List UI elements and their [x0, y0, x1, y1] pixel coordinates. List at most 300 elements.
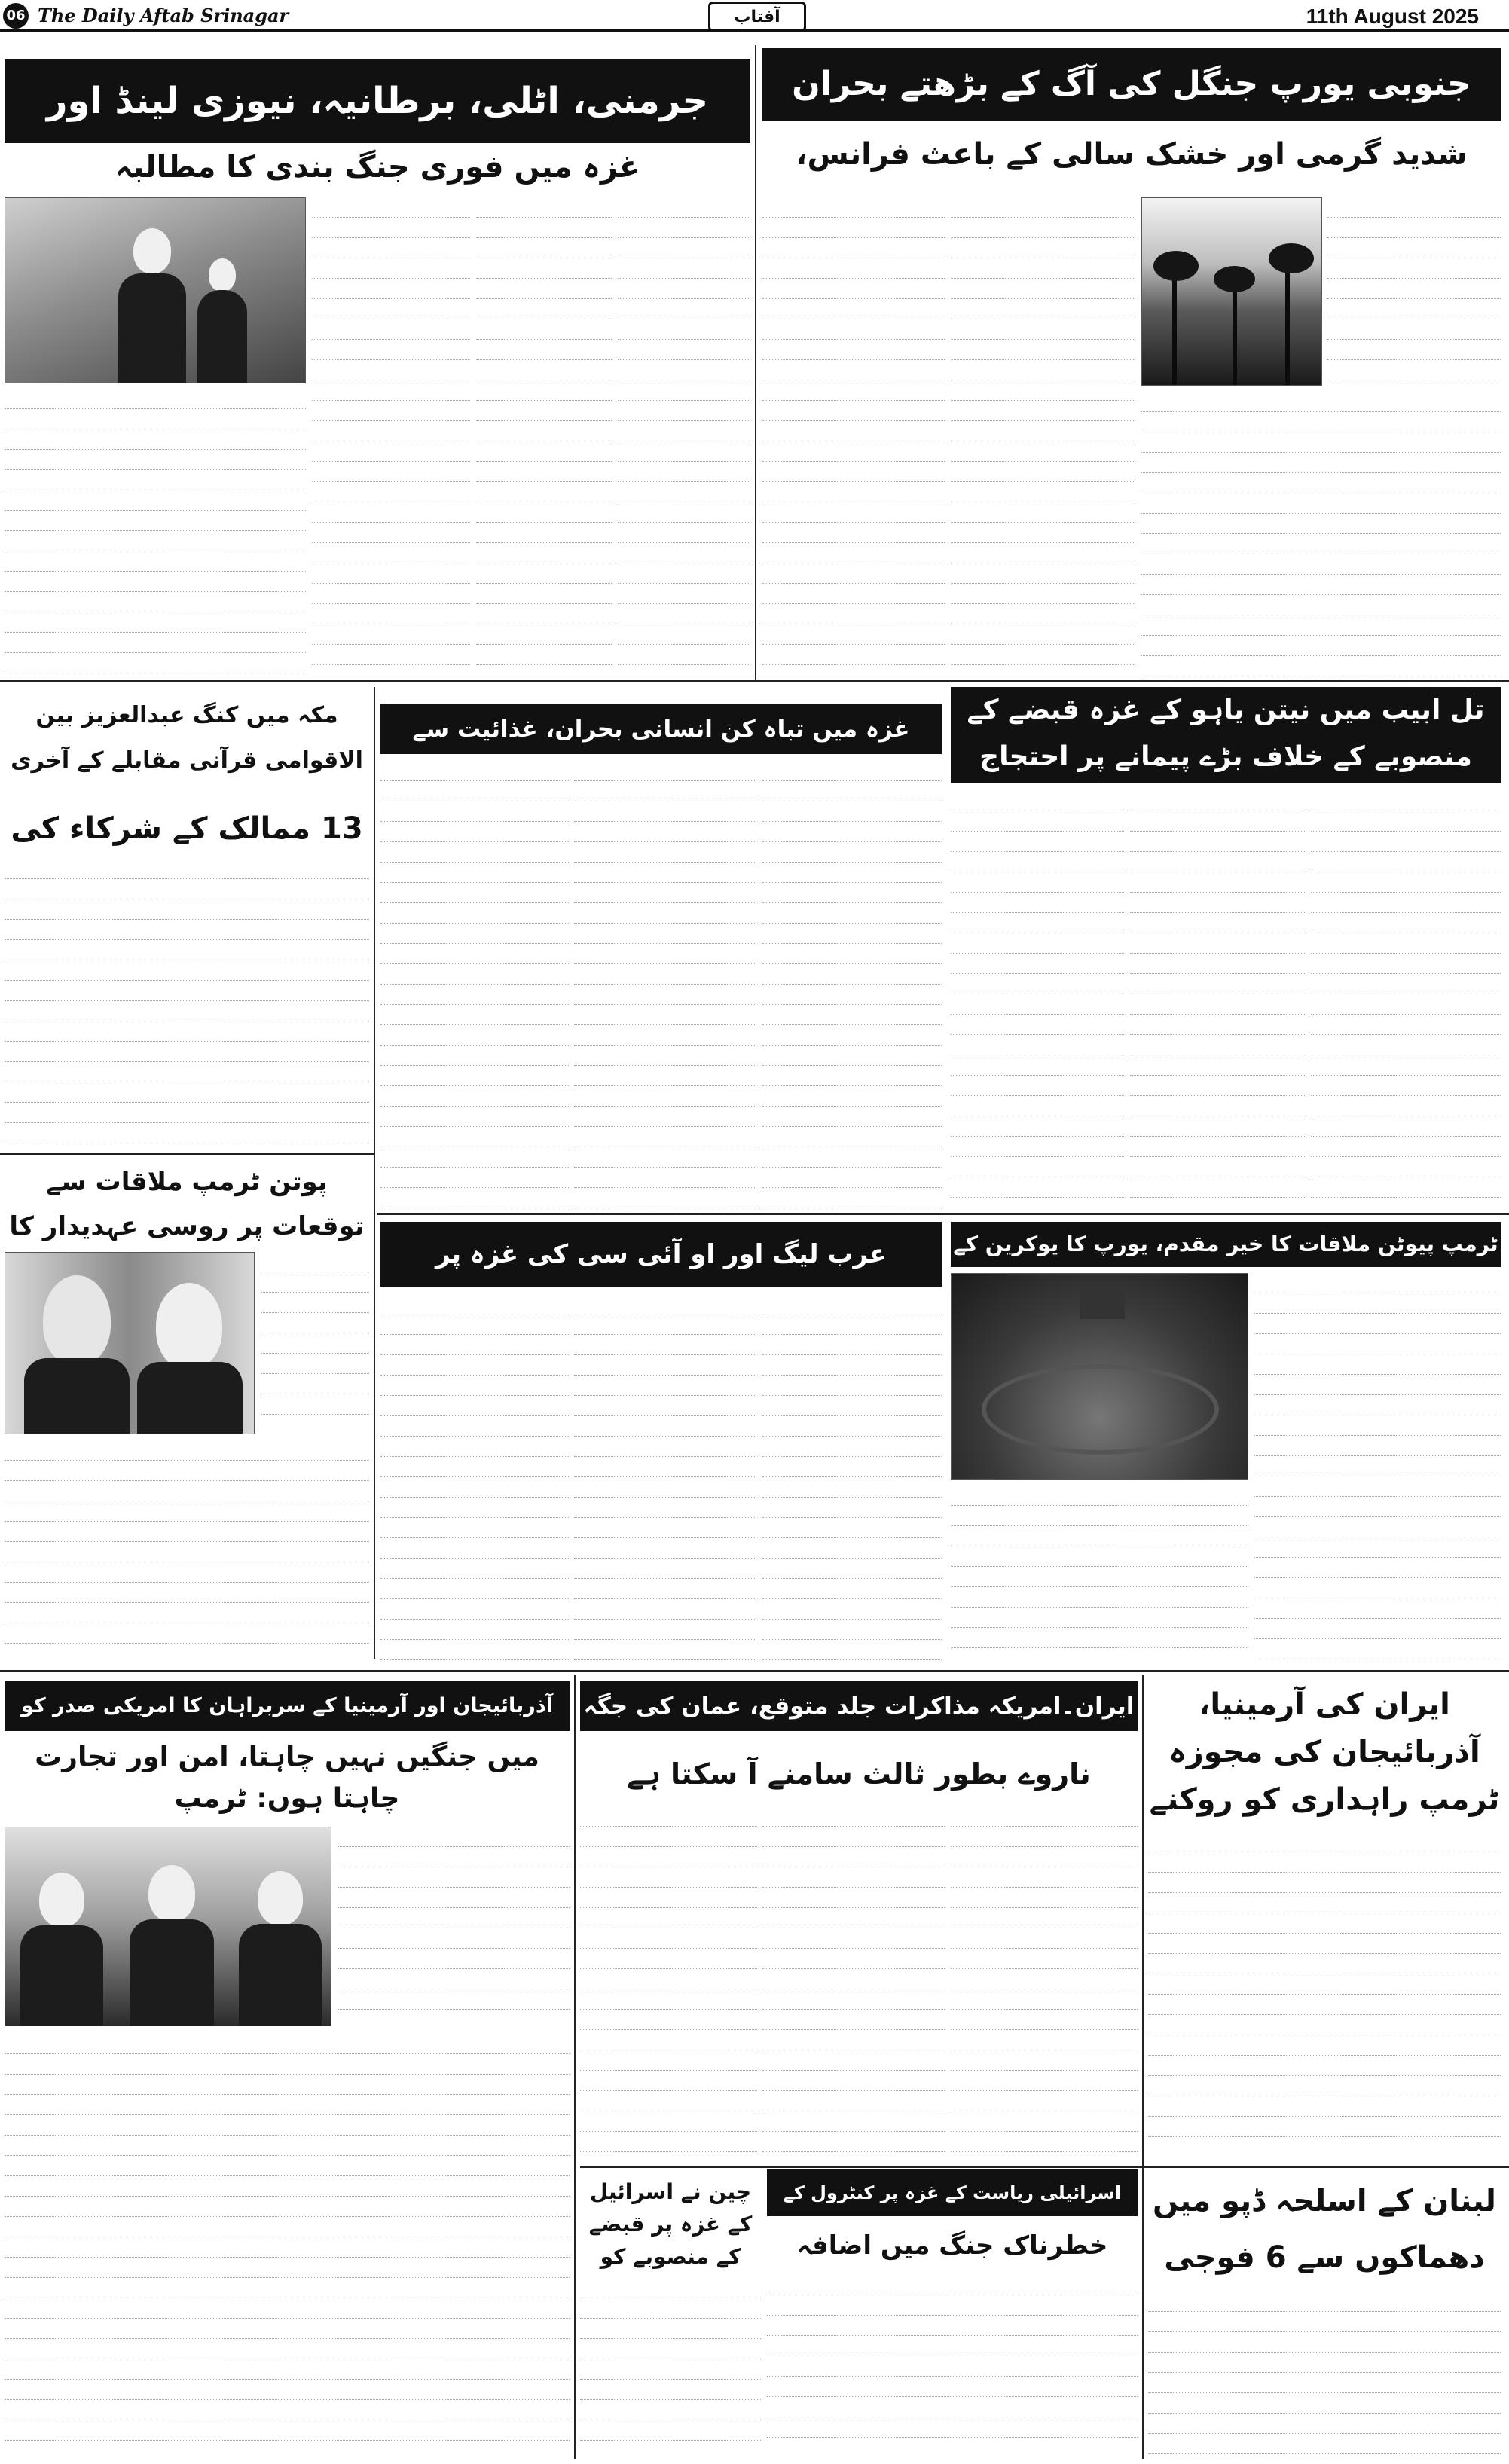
- text-line: [762, 1355, 942, 1376]
- text-line: [5, 2400, 570, 2420]
- text-line: [951, 462, 1135, 482]
- text-line: [762, 1457, 942, 1477]
- text-line: [1148, 1913, 1501, 1934]
- text-line: [5, 2339, 570, 2359]
- text-line: [1148, 2117, 1501, 2137]
- text-line: [1148, 2291, 1501, 2312]
- text-line: [1130, 1198, 1305, 1205]
- text-line: [1254, 1375, 1501, 1395]
- text-line: [1148, 2096, 1501, 2117]
- text-line: [1311, 832, 1501, 852]
- text-line: [476, 421, 612, 441]
- guterres-body: [767, 2275, 1138, 2456]
- europe-fire-body-1: [1141, 392, 1501, 678]
- text-line: [1130, 1055, 1305, 1076]
- text-line: [1254, 1497, 1501, 1517]
- text-line: [312, 340, 470, 360]
- text-line: [312, 584, 470, 604]
- text-line: [762, 1888, 945, 1908]
- netanyahu-body-2: [1130, 791, 1305, 1205]
- text-line: [1311, 933, 1501, 954]
- text-line: [574, 842, 756, 863]
- text-line: [1148, 2332, 1501, 2353]
- text-line: [951, 1116, 1124, 1137]
- text-line: [580, 2278, 761, 2298]
- text-line: [1148, 2434, 1501, 2454]
- text-line: [5, 920, 369, 940]
- text-line: [380, 1559, 569, 1579]
- text-line: [951, 1157, 1124, 1177]
- text-line: [580, 1969, 757, 1989]
- text-line: [762, 1518, 942, 1538]
- text-line: [762, 2010, 945, 2030]
- text-line: [5, 470, 306, 490]
- text-line: [951, 1198, 1124, 1205]
- putin-trump-photo: [5, 1252, 255, 1434]
- text-line: [574, 1396, 756, 1416]
- text-line: [574, 801, 756, 822]
- text-line: [476, 360, 612, 380]
- text-line: [312, 421, 470, 441]
- text-line: [5, 899, 369, 920]
- text-line: [5, 1562, 369, 1583]
- text-line: [5, 1103, 369, 1123]
- text-line: [261, 1293, 369, 1313]
- text-line: [1141, 412, 1501, 432]
- text-line: [338, 1989, 570, 2010]
- azerbaijan-armenia-subhead: میں جنگیں نہیں چاہتا، امن اور تجارت چاہتا ہوں: ٹرمپ: [35, 1742, 539, 1814]
- text-line: [1141, 534, 1501, 554]
- row-divider: [0, 680, 1509, 682]
- text-line: [261, 1354, 369, 1374]
- text-line: [951, 1648, 1248, 1665]
- text-line: [762, 1620, 942, 1640]
- text-line: [1254, 1456, 1501, 1476]
- leaders-photo: [5, 1827, 331, 2026]
- text-line: [951, 1608, 1248, 1628]
- text-line: [951, 2132, 1138, 2152]
- gaza-crisis-body-3: [380, 761, 569, 1220]
- text-line: [1311, 1198, 1501, 1205]
- text-line: [951, 1888, 1138, 1908]
- text-line: [951, 380, 1135, 401]
- text-line: [380, 1579, 569, 1599]
- text-line: [580, 2400, 761, 2420]
- text-line: [951, 1177, 1124, 1198]
- gaza-ceasefire-body-1: [5, 389, 306, 675]
- text-line: [1254, 1293, 1501, 1314]
- masthead-logo: آفتاب: [708, 2, 806, 32]
- text-line: [951, 2152, 1138, 2160]
- text-line: [762, 964, 942, 985]
- text-line: [312, 523, 470, 543]
- text-line: [762, 842, 942, 863]
- text-line: [338, 2010, 570, 2026]
- text-line: [1327, 319, 1501, 340]
- text-line: [951, 1015, 1124, 1035]
- text-line: [762, 903, 942, 924]
- text-line: [1148, 1974, 1501, 1995]
- text-line: [476, 319, 612, 340]
- text-line: [574, 1127, 756, 1147]
- text-line: [618, 645, 750, 665]
- text-line: [1327, 340, 1501, 360]
- text-line: [618, 238, 750, 258]
- gaza-children-photo: [5, 197, 306, 383]
- text-line: [951, 645, 1135, 665]
- row-divider: [580, 2166, 1509, 2168]
- text-line: [1130, 791, 1305, 811]
- text-line: [1311, 994, 1501, 1015]
- text-line: [380, 1376, 569, 1396]
- text-line: [476, 482, 612, 502]
- text-line: [380, 1335, 569, 1355]
- text-line: [5, 1062, 369, 1082]
- text-line: [1130, 974, 1305, 994]
- text-line: [476, 462, 612, 482]
- text-line: [951, 872, 1124, 893]
- text-line: [261, 1333, 369, 1354]
- text-line: [618, 543, 750, 563]
- text-line: [5, 389, 306, 409]
- text-line: [380, 1355, 569, 1376]
- text-line: [5, 429, 306, 450]
- text-line: [951, 563, 1135, 584]
- text-line: [380, 761, 569, 781]
- trump-putin-body-1: [1254, 1273, 1501, 1665]
- text-line: [574, 822, 756, 842]
- text-line: [762, 1640, 942, 1660]
- text-line: [574, 1620, 756, 1640]
- gaza-ceasefire-body-3: [476, 197, 612, 675]
- text-line: [951, 441, 1135, 462]
- text-line: [762, 1908, 945, 1928]
- arab-league-headline: عرب لیگ اور او آئی سی کی غزہ پر: [380, 1222, 942, 1287]
- column-divider: [755, 45, 756, 682]
- text-line: [1311, 872, 1501, 893]
- text-line: [762, 1538, 942, 1559]
- text-line: [380, 924, 569, 944]
- text-line: [380, 1188, 569, 1208]
- text-line: [574, 883, 756, 903]
- text-line: [762, 1416, 942, 1437]
- text-line: [762, 421, 945, 441]
- text-line: [1148, 2035, 1501, 2056]
- text-line: [762, 2050, 945, 2071]
- text-line: [476, 218, 612, 238]
- text-line: [5, 490, 306, 511]
- text-line: [5, 859, 369, 879]
- russia-warning-body-2: [5, 1440, 369, 1659]
- text-line: [951, 2010, 1138, 2030]
- text-line: [1130, 1015, 1305, 1035]
- text-line: [380, 822, 569, 842]
- text-line: [762, 543, 945, 563]
- arab-league-body-1: [762, 1294, 942, 1665]
- text-line: [574, 1559, 756, 1579]
- text-line: [762, 883, 942, 903]
- text-line: [338, 1928, 570, 1949]
- text-line: [312, 665, 470, 675]
- text-line: [574, 1025, 756, 1046]
- text-line: [762, 944, 942, 964]
- text-line: [951, 319, 1135, 340]
- text-line: [951, 2050, 1138, 2071]
- text-line: [476, 584, 612, 604]
- text-line: [762, 238, 945, 258]
- text-line: [312, 218, 470, 238]
- text-line: [5, 2136, 570, 2156]
- text-line: [1148, 2076, 1501, 2096]
- text-line: [476, 279, 612, 299]
- text-line: [5, 2054, 570, 2075]
- text-line: [762, 1376, 942, 1396]
- text-line: [5, 1644, 369, 1659]
- text-line: [762, 1477, 942, 1498]
- text-line: [476, 197, 612, 218]
- text-line: [380, 1086, 569, 1107]
- text-line: [762, 985, 942, 1005]
- gaza-ceasefire-body-2: [312, 197, 470, 675]
- text-line: [1311, 1076, 1501, 1096]
- text-line: [476, 299, 612, 319]
- text-line: [951, 401, 1135, 421]
- text-line: [762, 1827, 945, 1847]
- text-line: [618, 482, 750, 502]
- text-line: [762, 563, 945, 584]
- text-line: [618, 218, 750, 238]
- text-line: [5, 2075, 570, 2095]
- text-line: [380, 1294, 569, 1314]
- text-line: [476, 543, 612, 563]
- text-line: [762, 502, 945, 523]
- forest-fire-photo: [1141, 197, 1322, 386]
- text-line: [762, 319, 945, 340]
- text-line: [1148, 1893, 1501, 1913]
- europe-fire-headline: جنوبی یورپ جنگل کی آگ کے بڑھتے بحران: [762, 48, 1501, 121]
- text-line: [951, 1806, 1138, 1827]
- lebanon-body: [1148, 2291, 1501, 2456]
- quran-contest-headline: مکہ میں کنگ عبدالعزیز بین الاقوامی قرآنی مقابلے کے آخری: [11, 702, 363, 774]
- text-line: [951, 584, 1135, 604]
- text-line: [580, 2420, 761, 2441]
- text-line: [476, 238, 612, 258]
- text-line: [762, 1806, 945, 1827]
- text-line: [762, 197, 945, 218]
- text-line: [762, 1847, 945, 1867]
- text-line: [762, 380, 945, 401]
- text-line: [5, 1481, 369, 1501]
- text-line: [5, 1042, 369, 1062]
- text-line: [762, 1396, 942, 1416]
- text-line: [580, 2111, 757, 2132]
- text-line: [951, 1989, 1138, 2010]
- text-line: [618, 584, 750, 604]
- text-line: [5, 2237, 570, 2258]
- text-line: [1141, 595, 1501, 615]
- text-line: [5, 2197, 570, 2217]
- text-line: [1148, 2373, 1501, 2393]
- text-line: [1141, 514, 1501, 534]
- text-line: [1148, 2056, 1501, 2076]
- row-divider: [0, 1153, 374, 1155]
- text-line: [380, 883, 569, 903]
- text-line: [618, 462, 750, 482]
- text-line: [580, 1827, 757, 1847]
- text-line: [951, 421, 1135, 441]
- text-line: [5, 1440, 369, 1461]
- text-line: [762, 1147, 942, 1168]
- text-line: [1130, 1116, 1305, 1137]
- iran-us-body-1: [951, 1806, 1138, 2160]
- text-line: [1130, 1096, 1305, 1116]
- text-line: [574, 1147, 756, 1168]
- text-line: [1327, 197, 1501, 218]
- text-line: [1141, 493, 1501, 514]
- gaza-crisis-body-1: [762, 761, 942, 1220]
- text-line: [574, 1066, 756, 1086]
- europe-fire-body-top: [1327, 197, 1501, 386]
- row-divider: [377, 1213, 1509, 1215]
- netanyahu-body-3: [951, 791, 1124, 1205]
- text-line: [951, 258, 1135, 279]
- text-line: [5, 1501, 369, 1522]
- text-line: [618, 665, 750, 675]
- text-line: [762, 2091, 945, 2111]
- text-line: [618, 624, 750, 645]
- text-line: [1311, 791, 1501, 811]
- text-line: [5, 612, 306, 633]
- column-divider: [574, 1675, 576, 2459]
- text-line: [261, 1394, 369, 1415]
- text-line: [951, 791, 1124, 811]
- text-line: [951, 482, 1135, 502]
- text-line: [767, 2295, 1138, 2316]
- text-line: [618, 319, 750, 340]
- text-line: [1141, 554, 1501, 575]
- text-line: [951, 2111, 1138, 2132]
- text-line: [5, 1522, 369, 1542]
- text-line: [762, 1314, 942, 1335]
- text-line: [1130, 1177, 1305, 1198]
- issue-date: 11th August 2025: [1306, 5, 1479, 28]
- text-line: [1254, 1273, 1501, 1293]
- text-line: [951, 1546, 1248, 1567]
- text-line: [1130, 913, 1305, 933]
- text-line: [5, 2420, 570, 2441]
- text-line: [1130, 933, 1305, 954]
- azerbaijan-body-2: [5, 2034, 570, 2456]
- text-line: [762, 665, 945, 678]
- text-line: [312, 299, 470, 319]
- text-line: [1311, 811, 1501, 832]
- text-line: [762, 1086, 942, 1107]
- text-line: [767, 2316, 1138, 2336]
- text-line: [618, 299, 750, 319]
- text-line: [762, 1066, 942, 1086]
- text-line: [476, 380, 612, 401]
- text-line: [1311, 1055, 1501, 1076]
- text-line: [380, 1147, 569, 1168]
- text-line: [1130, 994, 1305, 1015]
- text-line: [380, 1518, 569, 1538]
- text-line: [1311, 1035, 1501, 1055]
- text-line: [5, 2278, 570, 2298]
- text-line: [338, 1827, 570, 1847]
- text-line: [574, 1335, 756, 1355]
- text-line: [574, 944, 756, 964]
- text-line: [261, 1313, 369, 1333]
- text-line: [5, 1542, 369, 1562]
- text-line: [574, 1376, 756, 1396]
- text-line: [574, 1538, 756, 1559]
- text-line: [618, 563, 750, 584]
- text-line: [951, 604, 1135, 624]
- text-line: [574, 964, 756, 985]
- netanyahu-protest-headline: تل ابیب میں نیتن یاہو کے غزہ قبضے کے منصوبے کے خلاف بڑے پیمانے پر احتجاج: [951, 687, 1501, 783]
- text-line: [762, 1005, 942, 1025]
- text-line: [574, 1314, 756, 1335]
- text-line: [1327, 279, 1501, 299]
- text-line: [1148, 1995, 1501, 2015]
- text-line: [762, 822, 942, 842]
- text-line: [580, 2030, 757, 2050]
- text-line: [5, 551, 306, 572]
- text-line: [476, 645, 612, 665]
- text-line: [951, 238, 1135, 258]
- text-line: [312, 645, 470, 665]
- text-line: [762, 1969, 945, 1989]
- text-line: [476, 258, 612, 279]
- text-line: [5, 2359, 570, 2380]
- text-line: [261, 1272, 369, 1293]
- text-line: [574, 1477, 756, 1498]
- text-line: [951, 1096, 1124, 1116]
- text-line: [1141, 656, 1501, 676]
- text-line: [312, 502, 470, 523]
- text-line: [574, 1599, 756, 1620]
- text-line: [574, 1294, 756, 1314]
- text-line: [951, 1827, 1138, 1847]
- text-line: [1148, 2353, 1501, 2373]
- text-line: [380, 781, 569, 801]
- text-line: [951, 1847, 1138, 1867]
- text-line: [5, 450, 306, 470]
- text-line: [312, 197, 470, 218]
- iran-us-body-2: [762, 1806, 945, 2160]
- text-line: [762, 482, 945, 502]
- text-line: [951, 913, 1124, 933]
- text-line: [1254, 1537, 1501, 1558]
- text-line: [312, 401, 470, 421]
- text-line: [380, 1416, 569, 1437]
- text-line: [476, 624, 612, 645]
- text-line: [580, 2441, 761, 2456]
- text-line: [5, 2380, 570, 2400]
- text-line: [762, 441, 945, 462]
- text-line: [1148, 2015, 1501, 2035]
- text-line: [762, 645, 945, 665]
- text-line: [5, 1623, 369, 1644]
- text-line: [762, 279, 945, 299]
- page-number: 06: [3, 3, 29, 29]
- iran-us-talks-headline: ایران۔امریکہ مذاکرات جلد متوقع، عمان کی جگہ: [580, 1681, 1138, 1731]
- text-line: [261, 1415, 369, 1434]
- text-line: [312, 482, 470, 502]
- text-line: [5, 2298, 570, 2319]
- trump-putin-meeting-headline: ٹرمپ پیوٹن ملاقات کا خیر مقدم، یورپ کا یوکرین کے: [951, 1222, 1501, 1267]
- text-line: [1327, 218, 1501, 238]
